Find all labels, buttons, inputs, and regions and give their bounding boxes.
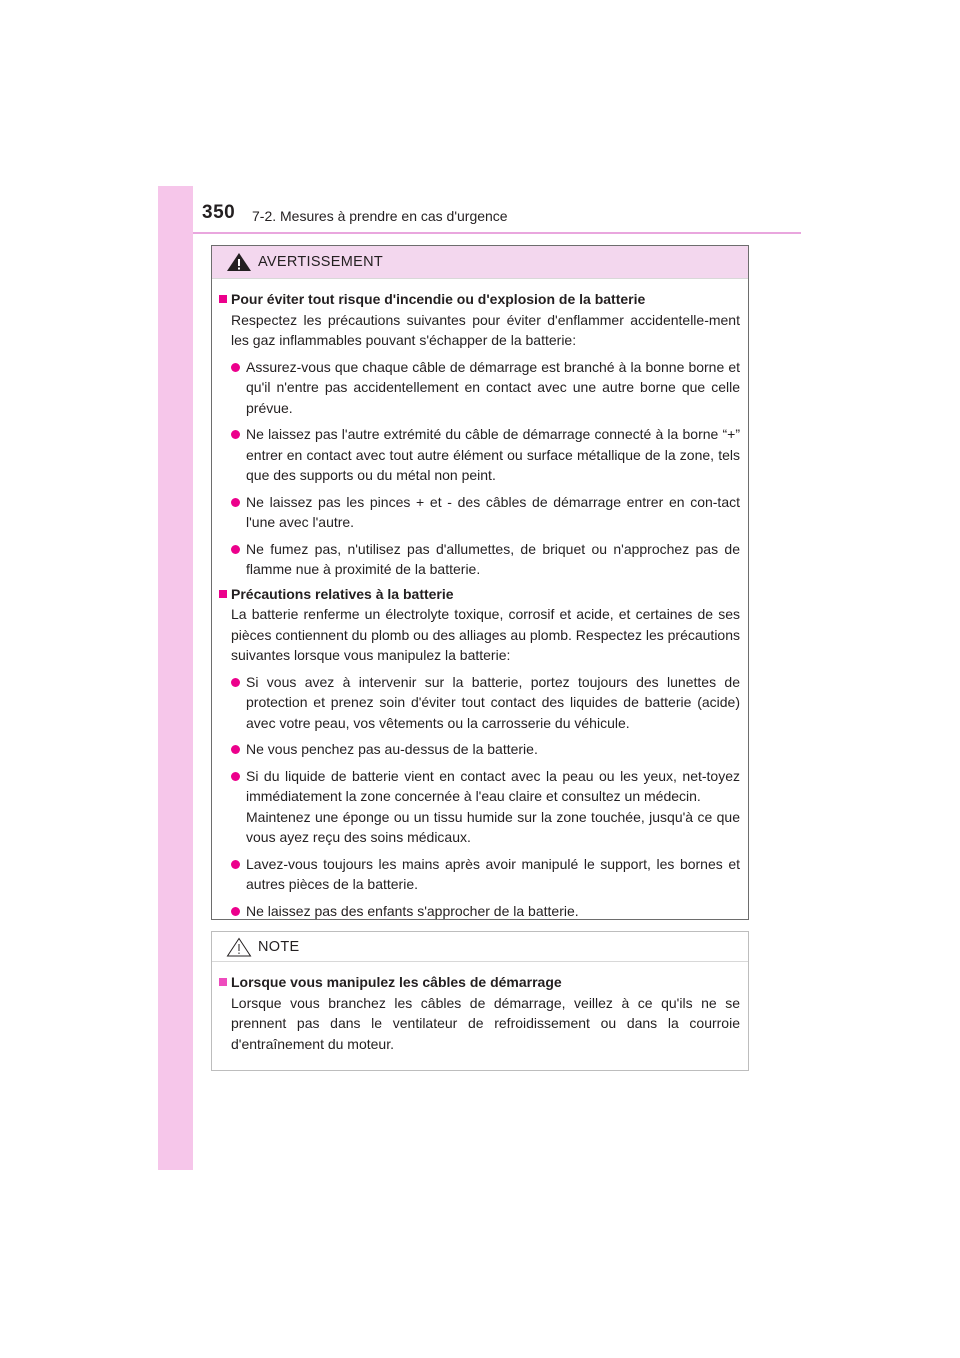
square-bullet-icon [219,590,227,598]
section-intro: La batterie renferme un électrolyte toxique, corrosif et acide, et certaines de ses pièces contiennent du plomb ou des alliages au plomb. Respectez les précautions suivantes lorsque vous manipulez la batterie: [231,606,740,663]
section-heading: Précautions relatives à la batterie [219,584,740,605]
list-item: Ne fumez pas, n'utilisez pas d'allumettes, de briquet ou n'approchez pas de flamme nue à proximité de la batterie. [231,539,740,580]
warning-header [212,246,748,279]
list-item: Lavez-vous toujours les mains après avoir manipulé le support, les bornes et autres pièces de la batterie. [231,854,740,895]
bullet-dot-icon [231,860,240,869]
warning-title: AVERTISSEMENT [258,254,384,270]
section-heading: Pour éviter tout risque d'incendie ou d'explosion de la batterie [219,289,740,310]
note-body [212,962,748,1054]
warning-body [212,279,748,921]
note-heading: Lorsque vous manipulez les câbles de démarrage [219,972,740,993]
section-title: 7-2. Mesures à prendre en cas d'urgence [252,208,508,224]
warning-triangle-filled-icon [226,252,252,272]
list-item: Ne laissez pas l'autre extrémité du câble de démarrage connecté à la borne “+” entrer en contact avec tout autre élément ou surface métallique de la zone, tels que des supports ou du métal non peint. [231,424,740,486]
bullet-dot-icon [231,907,240,916]
list-item: Si du liquide de batterie vient en contact avec la peau ou les yeux, net-toyez immédiatement la zone concernée à l'eau claire et consultez un médecin. Maintenez une éponge ou un tissu humide sur la zone touchée, jusqu'à ce que vous ayez reçu des soins médicaux. [231,766,740,848]
bullet-dot-icon [231,363,240,372]
square-bullet-icon [219,295,227,303]
list-item: Ne laissez pas les pinces + et - des câbles de démarrage entrer en con-tact l'une avec l'autre. [231,492,740,533]
warning-triangle-outline-icon [226,937,252,957]
note-box [211,931,749,1071]
bullet-dot-icon [231,772,240,781]
bullet-dot-icon [231,678,240,687]
warning-box [211,245,749,920]
note-title: NOTE [258,938,300,955]
bullet-dot-icon [231,498,240,507]
list-item: Ne vous penchez pas au-dessus de la batterie. [231,739,740,760]
page-number: 350 [202,202,236,223]
list-item: Ne laissez pas des enfants s'approcher de la batterie. [231,901,740,922]
list-item: Assurez-vous que chaque câble de démarrage est branché à la bonne borne et qu'il n'entre pas accidentellement en contact avec une autre borne que celle prévue. [231,357,740,419]
square-bullet-icon [219,978,227,986]
bullet-dot-icon [231,745,240,754]
note-header [212,932,748,962]
bullet-dot-icon [231,545,240,554]
page-side-tab [158,186,193,1170]
section-intro: Respectez les précautions suivantes pour éviter d'enflammer accidentelle-ment les gaz inflammables pouvant s'échapper de la batterie: [231,311,740,348]
bullet-dot-icon [231,430,240,439]
list-item: Si vous avez à intervenir sur la batterie, portez toujours des lunettes de protection et prenez soin d'éviter tout contact des liquides de batterie (acide) avec votre peau, vos vêtements ou la carrosserie du véhicule. [231,672,740,734]
note-text: Lorsque vous branchez les câbles de démarrage, veillez à ce qu'ils ne se prennent pas dans le ventilateur de refroidissement ou dans la courroie d'entraînement du moteur. [231,994,740,1052]
header-rule [193,232,801,234]
